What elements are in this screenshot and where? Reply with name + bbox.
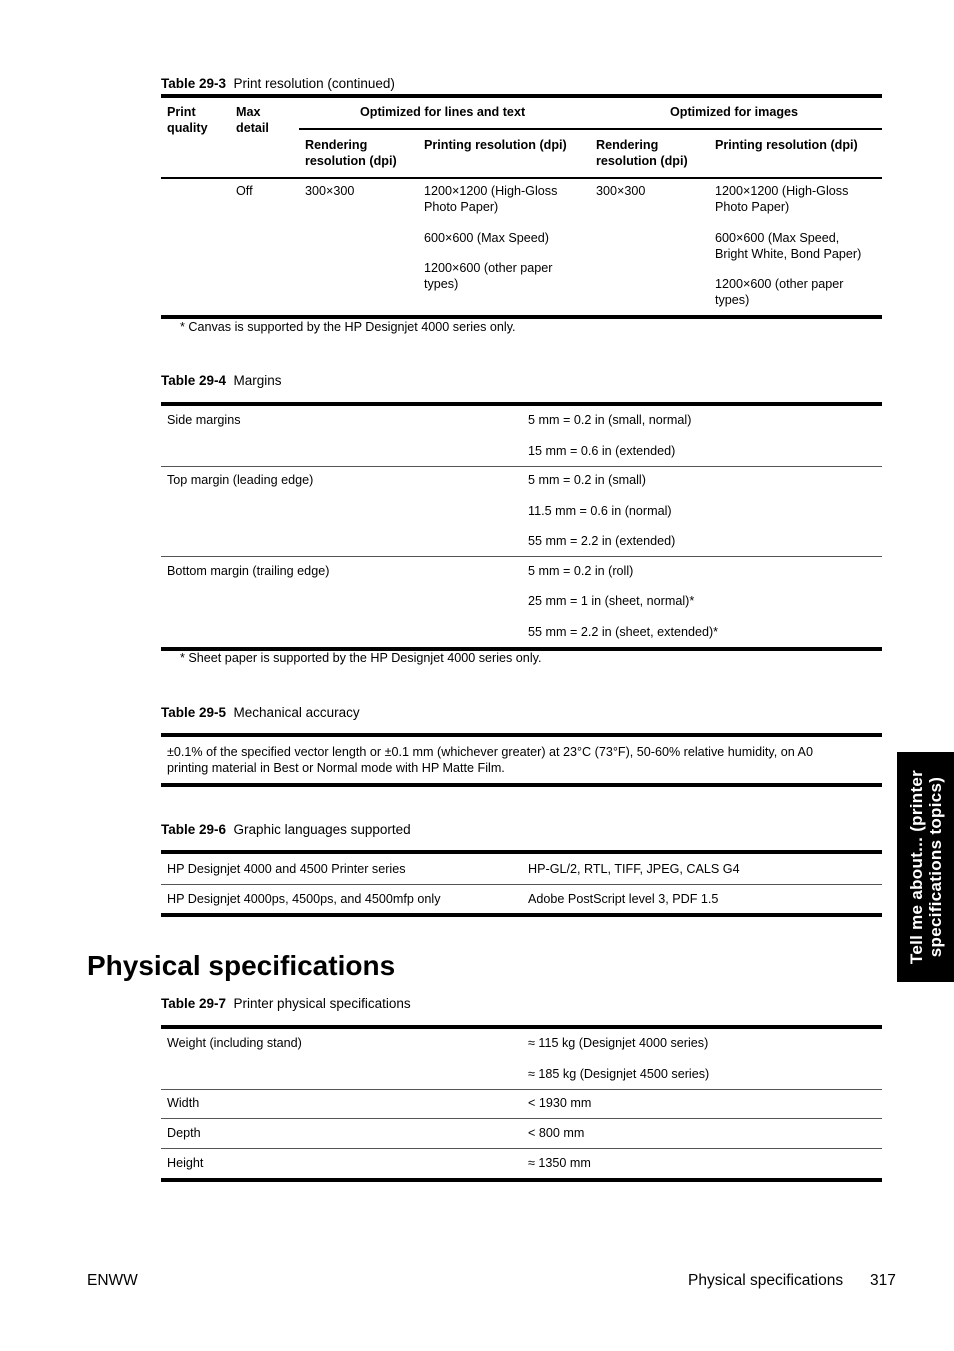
margin-label-bottom: Bottom margin (trailing edge) — [167, 564, 330, 578]
margin-value: 5 mm = 0.2 in (small) — [528, 473, 646, 487]
cell-lines-rendering: 300×300 — [305, 184, 355, 198]
group-header-images: Optimized for images — [670, 105, 799, 119]
row-divider — [161, 1148, 882, 1149]
side-tab-text — [907, 770, 945, 964]
cell-lines-printing-2: 600×600 (Max Speed) — [424, 231, 549, 245]
row-divider — [161, 466, 882, 467]
table-29-3-caption — [161, 76, 395, 91]
margin-value: 55 mm = 2.2 in (sheet, extended)* — [528, 625, 719, 639]
language-value: HP-GL/2, RTL, TIFF, JPEG, CALS G4 — [528, 862, 740, 876]
table-29-7-caption — [161, 996, 411, 1011]
footer-left: ENWW — [87, 1272, 138, 1289]
row-divider — [161, 884, 882, 885]
language-series-label: HP Designjet 4000 and 4500 Printer series — [167, 862, 406, 876]
side-tab-line-1: Tell me about... (printer — [906, 769, 926, 965]
chapter-side-tab — [897, 752, 954, 982]
sub-header-rendering-images: Rendering resolution (dpi) — [596, 138, 688, 168]
table-bottom-rule — [161, 783, 882, 787]
table-bottom-rule — [161, 1178, 882, 1182]
cell-lines-printing-1: 1200×1200 (High-Gloss Photo Paper) — [424, 184, 558, 214]
margin-value: 11.5 mm = 0.6 in (normal) — [528, 504, 672, 518]
language-series-label: HP Designjet 4000ps, 4500ps, and 4500mfp only — [167, 892, 441, 906]
side-tab-line-2: specifications topics) — [925, 776, 945, 958]
col-header-max-detail: Max detail — [236, 105, 269, 135]
language-value: Adobe PostScript level 3, PDF 1.5 — [528, 892, 719, 906]
row-divider — [161, 556, 882, 557]
table-top-rule — [161, 733, 882, 737]
cell-images-printing-1: 1200×1200 (High-Gloss Photo Paper) — [715, 184, 849, 214]
caption-title: Print resolution (continued) — [233, 76, 395, 91]
caption-title: Margins — [233, 373, 282, 388]
cell-images-printing-2: 600×600 (Max Speed, Bright White, Bond Paper) — [715, 231, 862, 261]
spec-label-weight: Weight (including stand) — [167, 1036, 302, 1050]
table-29-3-footnote: * Canvas is supported by the HP Designjet 4000 series only. — [180, 320, 516, 334]
table-29-4-caption — [161, 373, 282, 388]
sub-header-rendering-lines: Rendering resolution (dpi) — [305, 138, 397, 168]
table-29-5-caption — [161, 705, 360, 720]
caption-number: Table 29-5 — [161, 705, 227, 720]
row-divider — [161, 1118, 882, 1119]
margin-value: 15 mm = 0.6 in (extended) — [528, 444, 676, 458]
margin-value: 5 mm = 0.2 in (roll) — [528, 564, 634, 578]
spec-value: < 1930 mm — [528, 1096, 592, 1110]
section-heading: Physical specifications — [87, 950, 396, 981]
caption-title: Mechanical accuracy — [233, 705, 360, 720]
spec-value: < 800 mm — [528, 1126, 585, 1140]
table-top-rule — [161, 1025, 882, 1029]
caption-number: Table 29-3 — [161, 76, 227, 91]
cell-lines-printing-3: 1200×600 (other paper types) — [424, 261, 553, 291]
caption-title: Printer physical specifications — [233, 996, 411, 1011]
spec-value: ≈ 115 kg (Designjet 4000 series) — [528, 1036, 709, 1050]
table-top-rule — [161, 94, 882, 98]
spec-value: ≈ 1350 mm — [528, 1156, 591, 1170]
footer-section-name: Physical specifications — [688, 1272, 844, 1289]
spec-label-depth: Depth — [167, 1126, 201, 1140]
table-top-rule — [161, 850, 882, 854]
spec-label-width: Width — [167, 1096, 200, 1110]
caption-number: Table 29-6 — [161, 822, 227, 837]
caption-number: Table 29-7 — [161, 996, 227, 1011]
accuracy-text-line-1: ±0.1% of the specified vector length or ±0.1 mm (whichever greater) at 23°C (73°F), 50-60% relative humidity, on A0 — [167, 745, 813, 759]
group-header-lines: Optimized for lines and text — [360, 105, 526, 119]
table-29-4-footnote: * Sheet paper is supported by the HP Designjet 4000 series only. — [180, 651, 542, 665]
header-bottom-rule — [161, 177, 882, 179]
cell-max-detail: Off — [236, 184, 253, 198]
cell-images-printing-3: 1200×600 (other paper types) — [715, 277, 844, 307]
spec-label-height: Height — [167, 1156, 204, 1170]
margin-value: 25 mm = 1 in (sheet, normal)* — [528, 594, 695, 608]
table-29-6-caption — [161, 822, 411, 837]
margin-label-side: Side margins — [167, 413, 241, 427]
accuracy-text-line-2: printing material in Best or Normal mode with HP Matte Film. — [167, 761, 505, 775]
table-top-rule — [161, 402, 882, 406]
cell-images-rendering: 300×300 — [596, 184, 646, 198]
margin-value: 5 mm = 0.2 in (small, normal) — [528, 413, 692, 427]
table-bottom-rule — [161, 913, 882, 917]
caption-title: Graphic languages supported — [233, 822, 411, 837]
spec-value: ≈ 185 kg (Designjet 4500 series) — [528, 1067, 710, 1081]
margin-label-top: Top margin (leading edge) — [167, 473, 314, 487]
group-header-rule — [299, 128, 882, 130]
footer-page-number: 317 — [870, 1272, 896, 1289]
sub-header-printing-lines: Printing resolution (dpi) — [424, 138, 567, 152]
row-divider — [161, 1089, 882, 1090]
table-bottom-rule — [161, 315, 882, 319]
margin-value: 55 mm = 2.2 in (extended) — [528, 534, 676, 548]
col-header-print-quality: Print quality — [167, 105, 208, 135]
sub-header-printing-images: Printing resolution (dpi) — [715, 138, 858, 152]
caption-number: Table 29-4 — [161, 373, 227, 388]
